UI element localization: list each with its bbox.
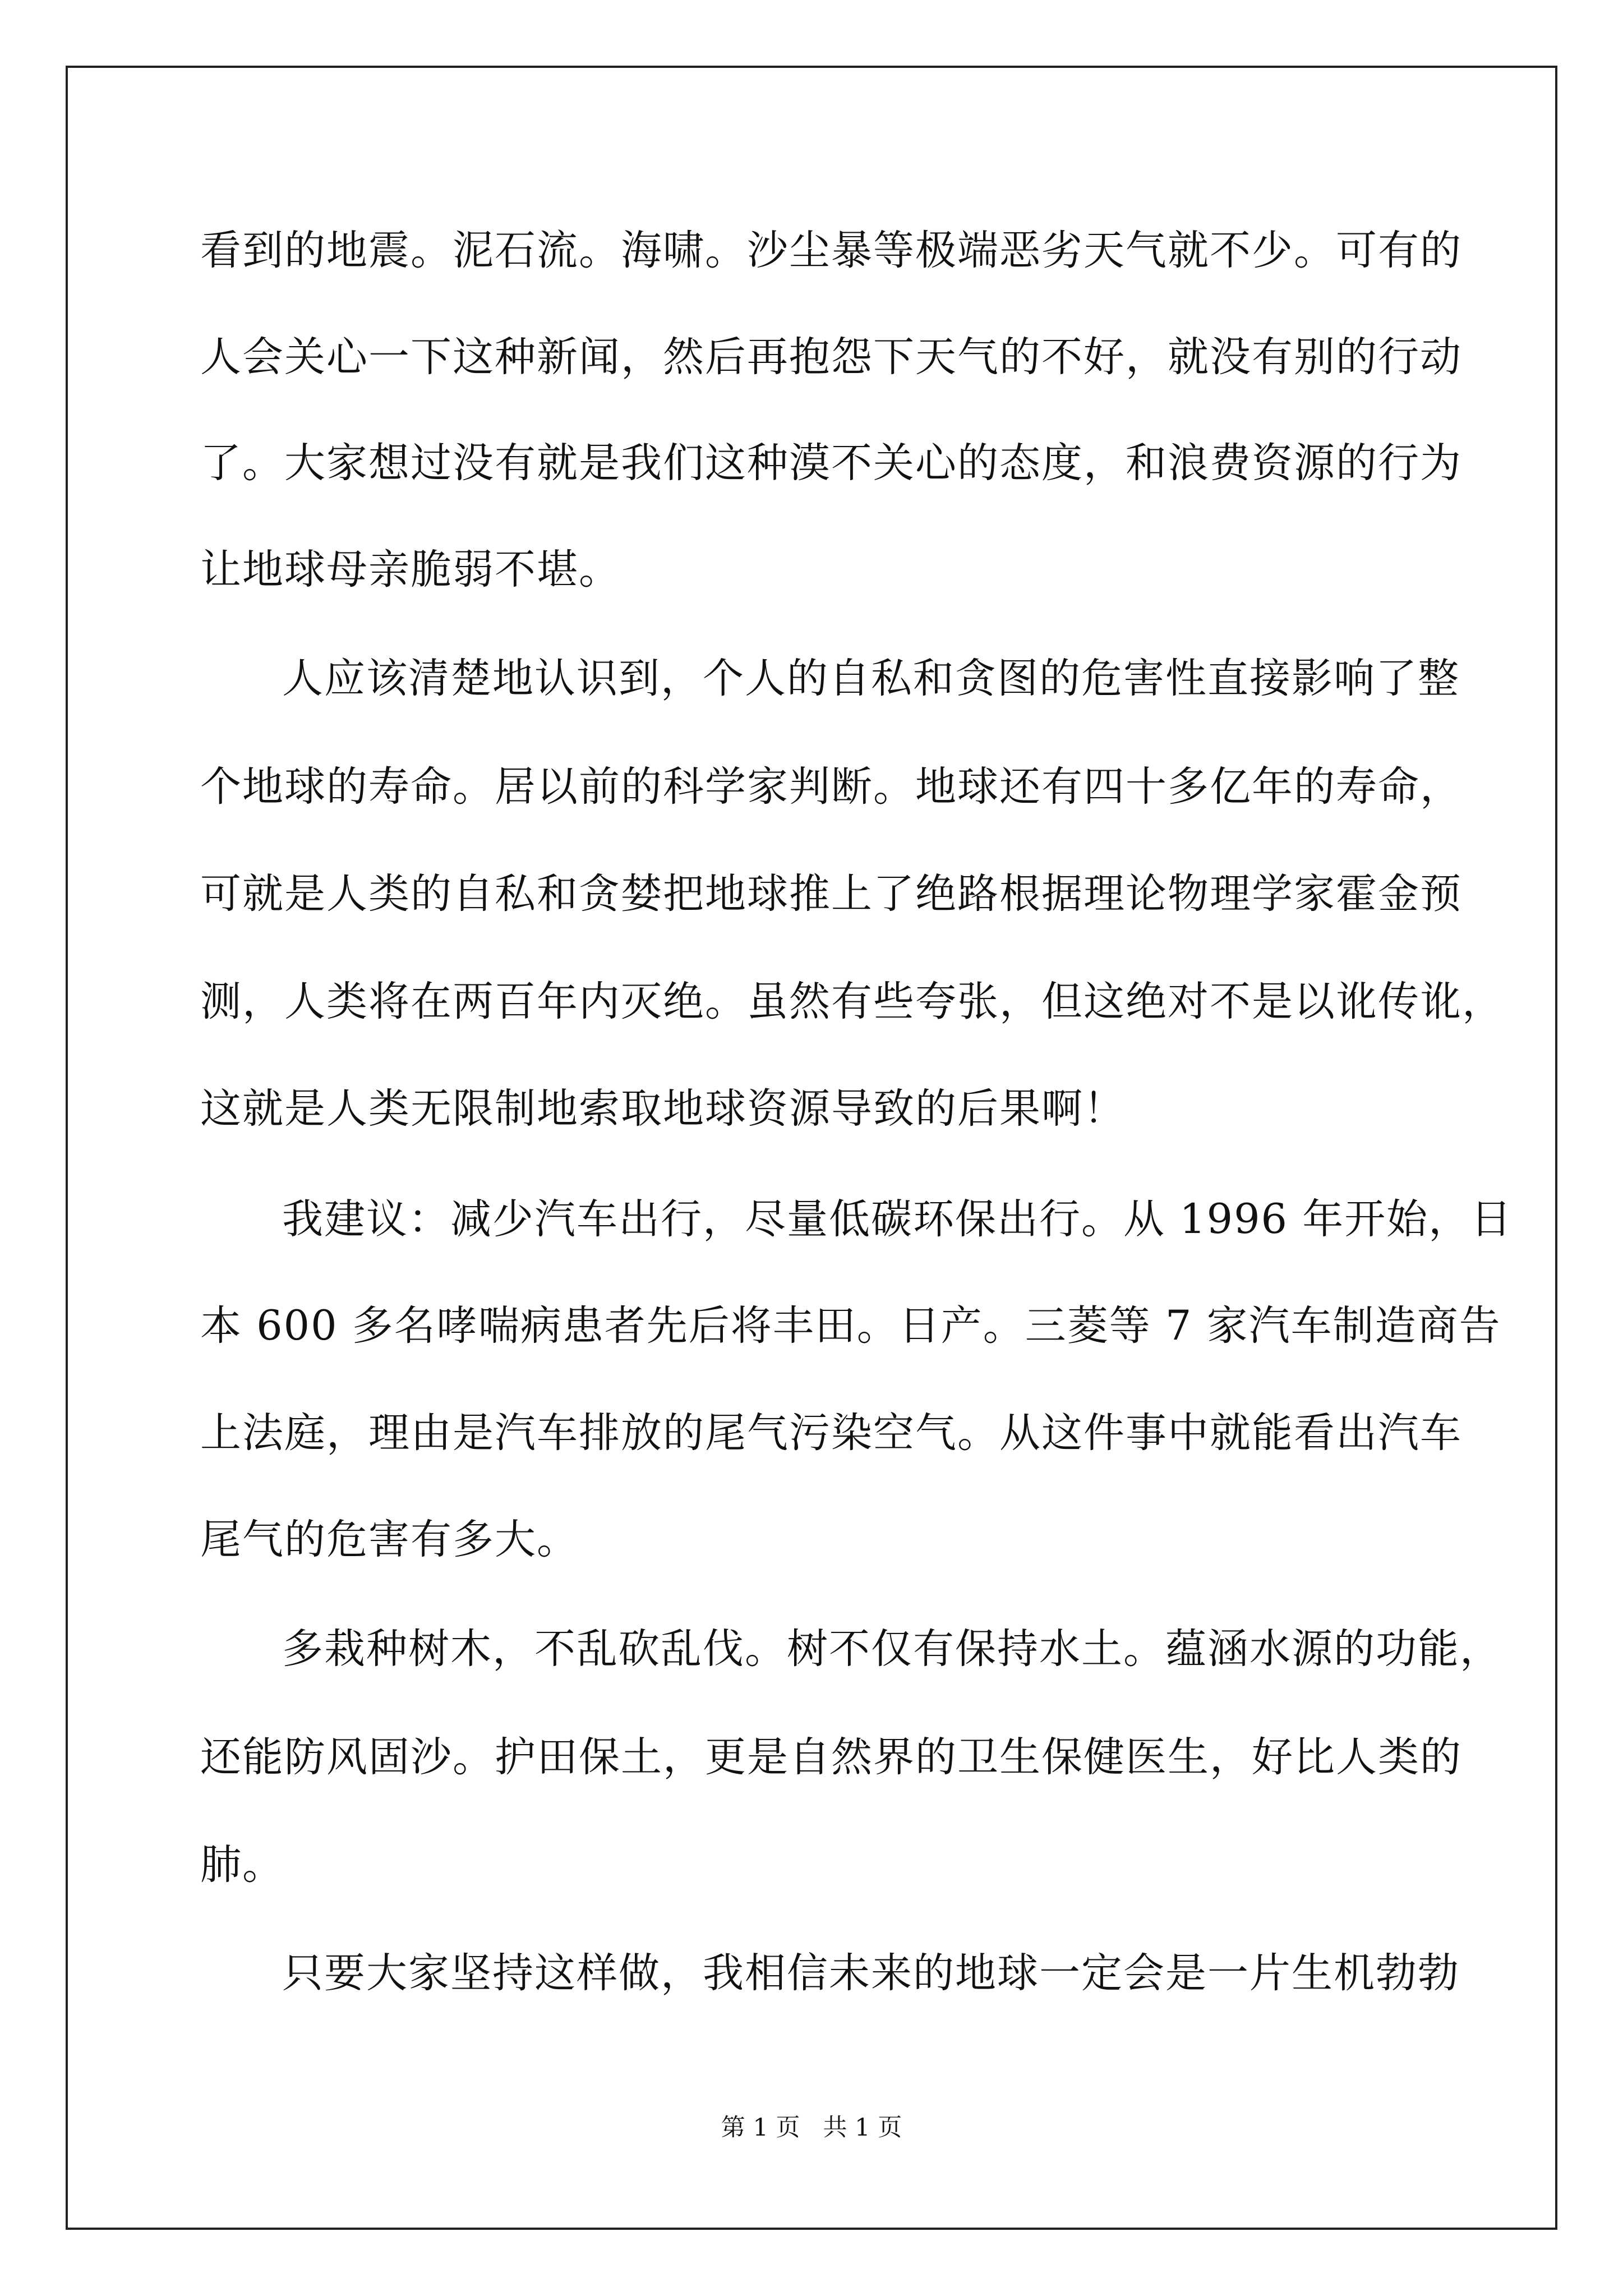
text-line-13: 尾气的危害有多大。 [200, 1516, 579, 1563]
text-line-15: 还能防风固沙。护田保土，更是自然界的卫生保健医生，好比人类的 [200, 1733, 1462, 1781]
page-footer: 第 1 页 共 1 页 [721, 2114, 902, 2142]
text-line-6: 个地球的寿命。居以前的科学家判断。地球还有四十多亿年的寿命， [200, 763, 1462, 811]
text-line-3: 了。大家想过没有就是我们这种漠不关心的态度，和浪费资源的行为 [200, 439, 1462, 487]
text-line-10: 我建议：减少汽车出行，尽量低碳环保出行。从 1996 年开始，日 [282, 1195, 1513, 1243]
text-line-12: 上法庭，理由是汽车排放的尾气污染空气。从这件事中就能看出汽车 [200, 1409, 1462, 1457]
text-line-11: 本 600 多名哮喘病患者先后将丰田。日产。三菱等 7 家汽车制造商告 [200, 1302, 1501, 1350]
text-line-16: 肺。 [200, 1841, 284, 1889]
text-line-2: 人会关心一下这种新闻，然后再抱怨下天气的不好，就没有别的行动 [200, 333, 1462, 381]
text-line-7: 可就是人类的自私和贪婪把地球推上了绝路根据理论物理学家霍金预 [200, 870, 1462, 918]
text-line-4: 让地球母亲脆弱不堪。 [200, 546, 621, 593]
text-line-14: 多栽种树木，不乱砍乱伐。树不仅有保持水土。蕴涵水源的功能， [282, 1625, 1502, 1673]
text-line-5: 人应该清楚地认识到，个人的自私和贪图的危害性直接影响了整 [282, 655, 1460, 702]
text-line-17: 只要大家坚持这样做，我相信未来的地球一定会是一片生机勃勃 [282, 1949, 1460, 1997]
page-border [66, 66, 1557, 2230]
text-line-1: 看到的地震。泥石流。海啸。沙尘暴等极端恶劣天气就不少。可有的 [200, 227, 1462, 274]
text-line-9: 这就是人类无限制地索取地球资源导致的后果啊！ [200, 1085, 1126, 1133]
text-line-8: 测，人类将在两百年内灭绝。虽然有些夸张，但这绝对不是以讹传讹， [200, 978, 1504, 1025]
